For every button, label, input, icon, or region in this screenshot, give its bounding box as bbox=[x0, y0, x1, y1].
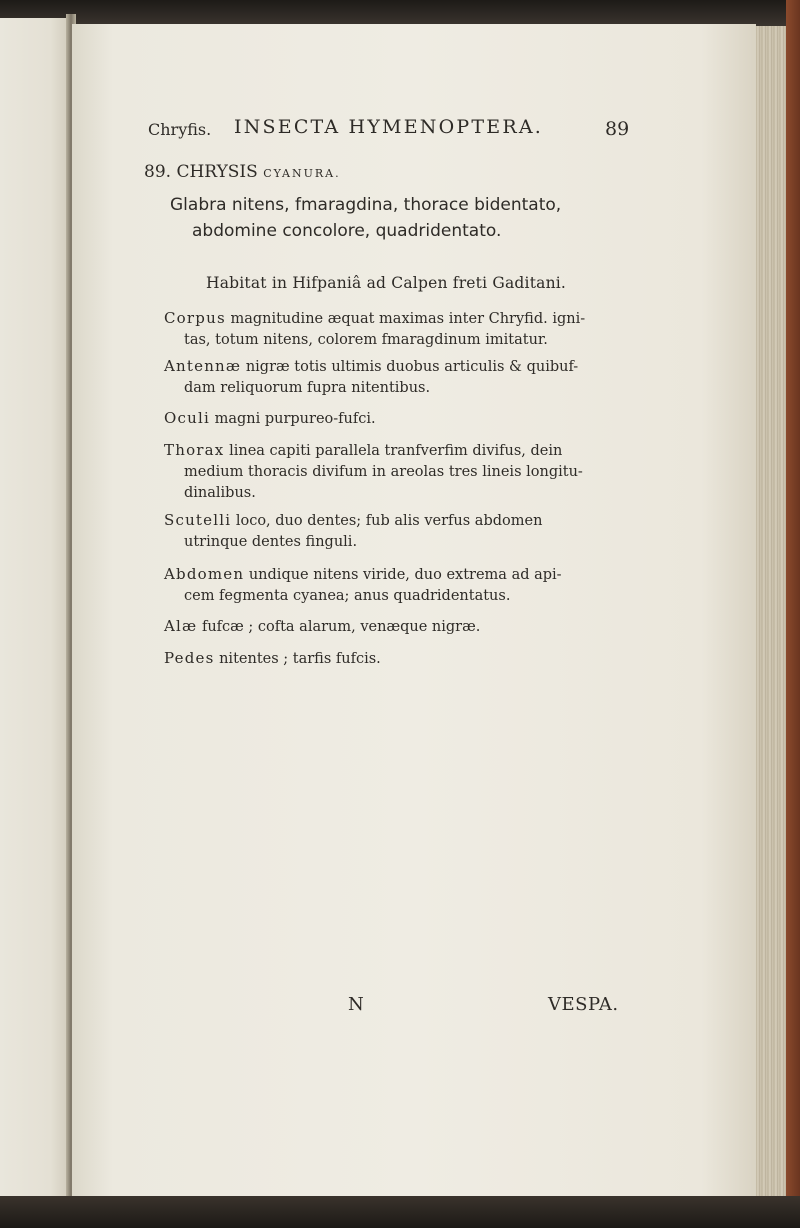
catchword: VESPA. bbox=[548, 994, 619, 1015]
book-page bbox=[72, 24, 756, 1196]
description-text: magnitudine æquat maximas inter Chryfid. igni- bbox=[230, 311, 586, 327]
running-title: INSECTA HYMENOPTERA. bbox=[234, 116, 543, 138]
diagnosis-line: abdomine concolore, quadridentato. bbox=[192, 221, 502, 241]
description-text: nitentes ; tarfis fufcis. bbox=[219, 651, 381, 667]
description-text: loco, duo dentes; fub alis verfus abdomen bbox=[235, 513, 543, 529]
description-key: Abdomen bbox=[164, 565, 245, 583]
description-text: nigræ totis ultimis duobus articulis & quibuf- bbox=[245, 359, 579, 375]
running-header bbox=[148, 116, 648, 146]
entry-genus: CHRYSIS bbox=[176, 162, 258, 182]
diagnosis-line: Glabra nitens, fmaragdina, thorace bidentato, bbox=[170, 195, 562, 215]
running-head-left: Chryfis. bbox=[148, 120, 212, 139]
bottom-shadow bbox=[0, 1196, 800, 1228]
description-text: undique nitens viride, duo extrema ad api- bbox=[248, 567, 562, 583]
description-text: magni purpureo-fufci. bbox=[214, 411, 376, 427]
description-key: Thorax bbox=[164, 441, 225, 459]
entry-number: 89. bbox=[144, 162, 172, 182]
description-antennae bbox=[164, 356, 624, 399]
description-text: tas, totum nitens, colorem fmaragdinum imitatur. bbox=[184, 332, 548, 348]
description-text: cem fegmenta cyanea; anus quadridentatus. bbox=[184, 588, 511, 604]
description-text: fufcæ ; cofta alarum, venæque nigræ. bbox=[201, 619, 481, 635]
description-key: Oculi bbox=[164, 409, 210, 427]
entry-heading bbox=[144, 162, 341, 182]
description-pedes bbox=[164, 648, 624, 670]
description-key: Antennæ bbox=[164, 357, 242, 375]
description-text: dinalibus. bbox=[184, 485, 256, 501]
habitat: Habitat in Hifpaniâ ad Calpen freti Gaditani. bbox=[206, 274, 567, 292]
page-number: 89 bbox=[605, 118, 630, 140]
description-text: linea capiti parallela tranfverfim divifus, dein bbox=[229, 443, 563, 459]
description-corpus bbox=[164, 308, 624, 351]
top-shadow bbox=[0, 0, 800, 26]
facing-page bbox=[0, 18, 72, 1198]
description-text: medium thoracis divifum in areolas tres lineis longitu- bbox=[184, 464, 583, 480]
entry-species: CYANURA. bbox=[263, 167, 341, 180]
description-key: Alæ bbox=[164, 617, 198, 635]
description-alae bbox=[164, 616, 624, 638]
description-oculi bbox=[164, 408, 624, 430]
description-key: Pedes bbox=[164, 649, 215, 667]
signature-mark: N bbox=[348, 994, 364, 1015]
description-text: dam reliquorum fupra nitentibus. bbox=[184, 380, 431, 396]
description-thorax bbox=[164, 440, 624, 504]
description-scutelli bbox=[164, 510, 624, 553]
description-abdomen bbox=[164, 564, 624, 607]
description-text: utrinque dentes finguli. bbox=[184, 534, 358, 550]
book-cover bbox=[786, 0, 800, 1228]
description-key: Corpus bbox=[164, 309, 226, 327]
description-key: Scutelli bbox=[164, 511, 232, 529]
diagnosis bbox=[170, 192, 626, 244]
